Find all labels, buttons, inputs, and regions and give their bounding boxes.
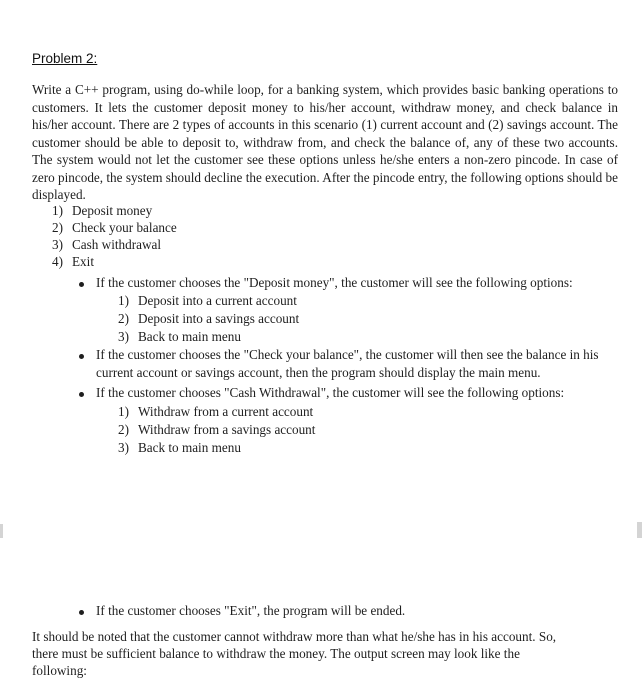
page-edge-mark — [637, 522, 642, 538]
closing-line-3: following: — [32, 663, 87, 678]
withdraw-bullet-text: If the customer chooses "Cash Withdrawal", the customer will see the following options: — [96, 385, 565, 400]
deposit-bullet-text: If the customer chooses the "Deposit money", the customer will see the following options: — [96, 275, 573, 290]
intro-paragraph: Write a C++ program, using do-while loop, for a banking system, which provides basic banking operations to customers. It lets the customer deposit money to his/her account, withdraw money, and check balance in his/her account. There are 2 types of accounts in this scenario (1) current account and (2) savings account. The customer should be able to deposit to, withdraw from, and check the balance of, any of these two accounts. The system would not let the customer see these options unless he/she enters a non-zero pincode. In case of zero pincode, the system should decline the execution. After the pincode entry, the following options should be displayed. — [32, 82, 618, 202]
main-menu-item-2: 2) Check your balance — [52, 220, 177, 235]
deposit-option-2: 2) Deposit into a savings account — [118, 311, 300, 326]
withdraw-option-2: 2) Withdraw from a savings account — [118, 422, 316, 437]
bullet-dot — [79, 392, 84, 397]
deposit-option-1: 1) Deposit into a current account — [118, 293, 297, 308]
problem-title: Problem 2: — [32, 51, 98, 66]
closing-line-1: It should be noted that the customer cannot withdraw more than what he/she has in his account. So, — [32, 629, 557, 644]
page-edge-mark — [0, 524, 3, 538]
main-menu-item-4: 4) Exit — [52, 254, 94, 269]
exit-bullet-text: If the customer chooses "Exit", the program will be ended. — [96, 603, 406, 618]
withdraw-option-1: 1) Withdraw from a current account — [118, 404, 314, 419]
bullet-dot — [79, 354, 84, 359]
bullet-dot — [79, 282, 84, 287]
closing-paragraph — [32, 628, 618, 679]
main-menu-item-1: 1) Deposit money — [52, 203, 153, 218]
deposit-option-3: 3) Back to main menu — [118, 329, 241, 344]
withdraw-option-3: 3) Back to main menu — [118, 440, 241, 455]
main-menu-item-3: 3) Cash withdrawal — [52, 237, 161, 252]
bullet-dot — [79, 610, 84, 615]
closing-line-2: there must be sufficient balance to withdraw the money. The output screen may look like the — [32, 646, 520, 661]
balance-bullet-text: If the customer chooses the "Check your balance", the customer will then see the balance in his current account or savings account, then the program should display the main menu. — [96, 347, 599, 380]
